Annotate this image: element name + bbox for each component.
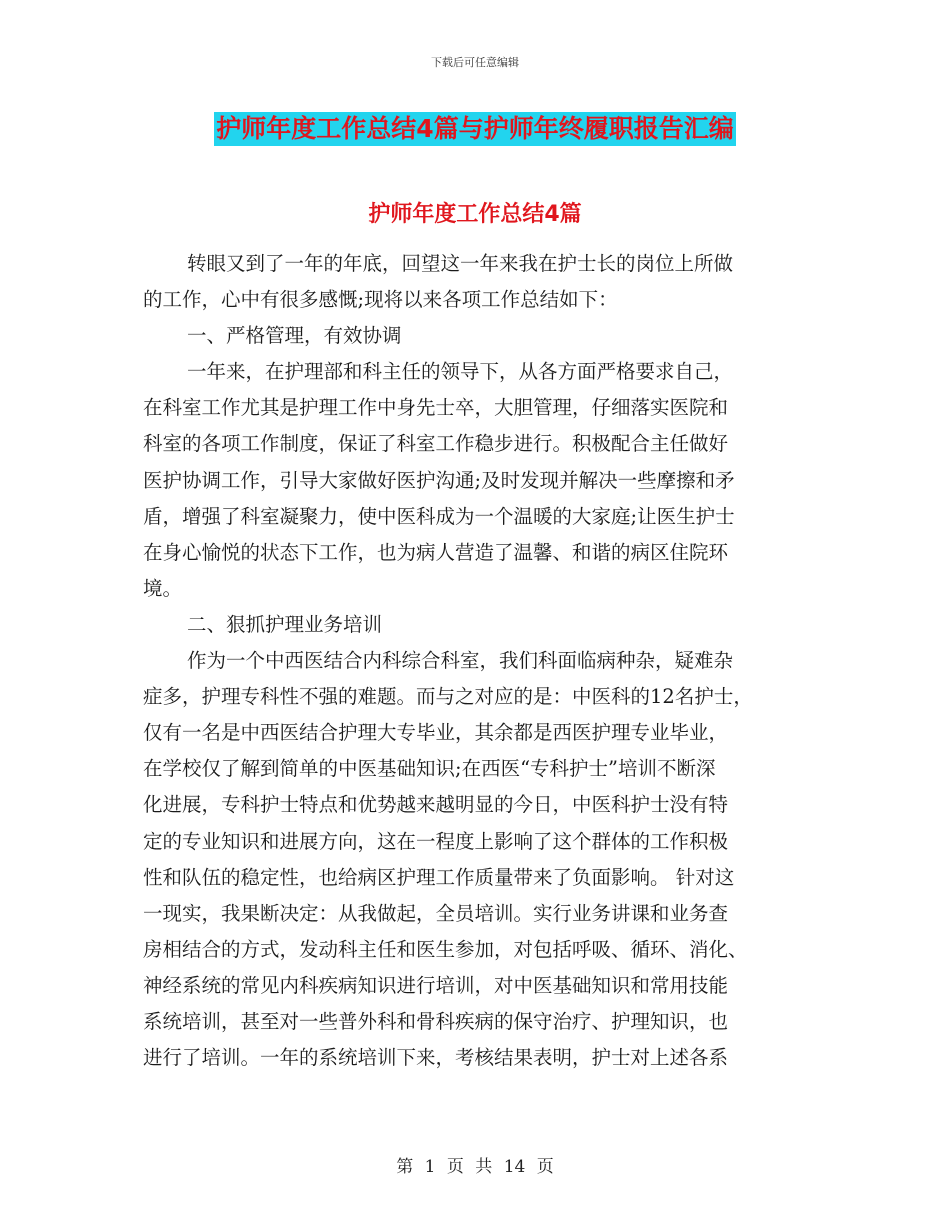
page-footer: 第 1 页 共 14 页	[396, 1157, 554, 1177]
text-line: 在科室工作尤其是护理工作中身先士卒，大胆管理，仔细落实医院和	[143, 396, 729, 420]
text-line: 症多，护理专科性不强的难题。而与之对应的是：中医科的12名护士，	[143, 685, 753, 709]
text-line: 房相结合的方式，发动科主任和医生参加，对包括呼吸、循环、消化、	[143, 937, 748, 961]
text-line: 一年来，在护理部和科主任的领导下，从各方面严格要求自己，	[187, 360, 734, 384]
text-line: 在学校仅了解到简单的中医基础知识;在西医“专科护士”培训不断深	[143, 757, 716, 781]
section-title: 护师年度工作总结4篇	[368, 202, 582, 227]
text-line: 二、狠抓护理业务培训	[187, 612, 383, 636]
text-line: 医护协调工作，引导大家做好医护沟通;及时发现并解决一些摩擦和矛	[143, 468, 735, 492]
text-line: 化进展，专科护士特点和优势越来越明显的今日，中医科护士没有特	[143, 793, 729, 817]
text-line: 境。	[143, 576, 183, 600]
text-line: 一、严格管理，有效协调	[187, 324, 402, 348]
text-line: 系统培训，甚至对一些普外科和骨科疾病的保守治疗、护理知识，也	[143, 1009, 729, 1033]
text-line: 性和队伍的稳定性，也给病区护理工作质量带来了负面影响。 针对这	[143, 865, 735, 889]
main-title: 护师年度工作总结4篇与护师年终履职报告汇编	[214, 112, 735, 146]
text-line: 神经系统的常见内科疾病知识进行培训，对中医基础知识和常用技能	[143, 973, 729, 997]
page-header-note: 下载后可任意编辑	[431, 56, 519, 69]
main-title-wrap	[0, 112, 950, 146]
text-line: 仅有一名是中西医结合护理大专毕业，其余都是西医护理专业毕业，	[143, 721, 729, 745]
text-line: 一现实，我果断决定：从我做起，全员培训。实行业务讲课和业务查	[143, 901, 729, 925]
text-line: 作为一个中西医结合内科综合科室，我们科面临病种杂，疑难杂	[187, 649, 734, 673]
text-line: 进行了培训。一年的系统培训下来，考核结果表明，护士对上述各系	[143, 1046, 729, 1070]
body-text	[143, 246, 809, 1076]
text-line: 科室的各项工作制度，保证了科室工作稳步进行。积极配合主任做好	[143, 432, 729, 456]
text-line: 的工作，心中有很多感慨;现将以来各项工作总结如下：	[143, 288, 618, 312]
text-line: 盾，增强了科室凝聚力，使中医科成为一个温暖的大家庭;让医生护士	[143, 504, 735, 528]
text-line: 定的专业知识和进展方向，这在一程度上影响了这个群体的工作积极	[143, 829, 729, 853]
text-line: 在身心愉悦的状态下工作，也为病人营造了温馨、和谐的病区住院环	[143, 540, 729, 564]
text-line: 转眼又到了一年的年底，回望这一年来我在护士长的岗位上所做	[187, 252, 734, 275]
